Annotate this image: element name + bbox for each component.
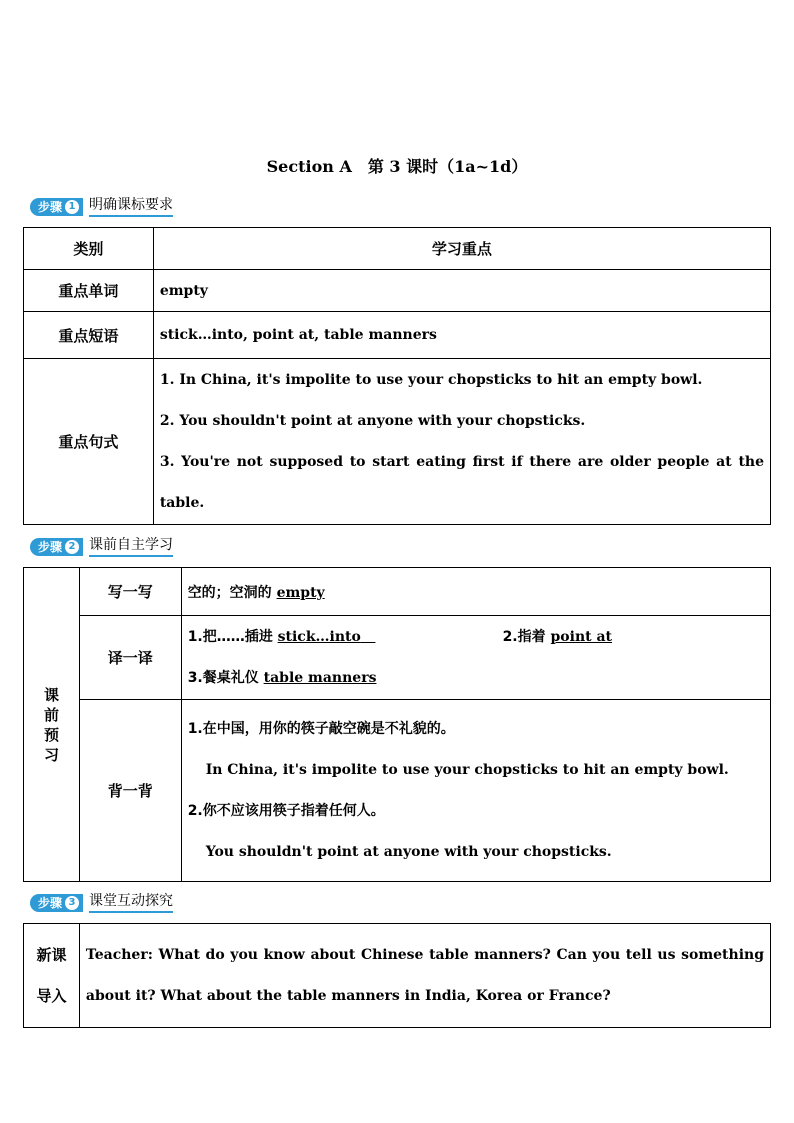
translate-answer: stick…into	[277, 628, 361, 645]
step-3-badge	[30, 894, 83, 912]
row-sentences	[153, 359, 770, 525]
translate-prompt: 1.把……插进	[187, 628, 273, 645]
step-number: 2	[65, 540, 79, 554]
header-category: 类别	[24, 228, 154, 270]
recite-line: You shouldn't point at anyone with your chopsticks.	[205, 843, 612, 860]
sentence: 2. You shouldn't point at anyone with your chopsticks.	[159, 412, 586, 429]
table-row	[24, 568, 771, 616]
translate-label: 译一译	[79, 616, 181, 700]
recite-line: In China, it's impolite to use your chopsticks to hit an empty bowl.	[205, 761, 729, 778]
write-prompt: 空的；空洞的	[187, 584, 272, 601]
side-char: 预	[43, 725, 59, 744]
intro-label-line: 导入	[36, 986, 67, 1005]
intro-text-cell	[79, 924, 770, 1028]
step-2-badge	[30, 538, 83, 556]
table-header-row	[24, 228, 771, 270]
table-row	[24, 312, 771, 359]
table-row	[24, 616, 771, 700]
preview-side-label	[24, 568, 80, 882]
write-label: 写一写	[79, 568, 181, 616]
table-row	[24, 700, 771, 882]
translate-answer: table manners	[263, 669, 377, 686]
key-points-table	[23, 227, 771, 525]
page-title: Section A 第 3 课时（1a~1d）	[266, 157, 528, 176]
intro-text: Teacher: What do you know about Chinese table manners? Can you tell us something about it? What about the table manners in India, Korea or France?	[85, 946, 764, 1004]
intro-label-line: 新课	[36, 945, 67, 964]
translate-answer: point at	[550, 628, 613, 645]
write-answer: empty	[276, 584, 325, 601]
step-2-heading	[30, 536, 173, 558]
step-title: 课堂互动探究	[89, 893, 173, 913]
step-label: 步骤	[38, 540, 63, 554]
recite-label: 背一背	[79, 700, 181, 882]
step-1-badge	[30, 198, 83, 216]
step-number: 3	[65, 896, 79, 910]
translate-content	[181, 616, 770, 700]
side-char: 课	[43, 685, 59, 704]
side-char: 前	[43, 705, 59, 724]
recite-line: 2.你不应该用筷子指着任何人。	[187, 802, 385, 819]
table-row	[24, 270, 771, 312]
header-focus: 学习重点	[153, 228, 770, 270]
side-char: 习	[43, 745, 59, 764]
step-1-heading	[30, 196, 173, 218]
row-content: stick…into, point at, table manners	[153, 312, 770, 359]
row-label: 重点单词	[24, 270, 154, 312]
intro-label	[24, 924, 80, 1028]
step-3-heading	[30, 892, 173, 914]
write-content	[181, 568, 770, 616]
step-label: 步骤	[38, 200, 63, 214]
preview-table	[23, 567, 771, 882]
translate-prompt: 2.指着	[502, 628, 546, 645]
step-number: 1	[65, 200, 79, 214]
step-title: 明确课标要求	[89, 197, 173, 217]
row-label: 重点句式	[24, 359, 154, 525]
row-content: empty	[153, 270, 770, 312]
table-row	[24, 924, 771, 1028]
recite-content	[181, 700, 770, 882]
row-label: 重点短语	[24, 312, 154, 359]
intro-table	[23, 923, 771, 1028]
sentence: 1. In China, it's impolite to use your chopsticks to hit an empty bowl.	[159, 371, 703, 388]
step-label: 步骤	[38, 896, 63, 910]
translate-prompt: 3.餐桌礼仪	[187, 669, 259, 686]
step-title: 课前自主学习	[89, 537, 173, 557]
recite-line: 1.在中国，用你的筷子敲空碗是不礼貌的。	[187, 720, 455, 737]
sentence: 3. You're not supposed to start eating first if there are older people at the table.	[159, 453, 764, 511]
table-row	[24, 359, 771, 525]
